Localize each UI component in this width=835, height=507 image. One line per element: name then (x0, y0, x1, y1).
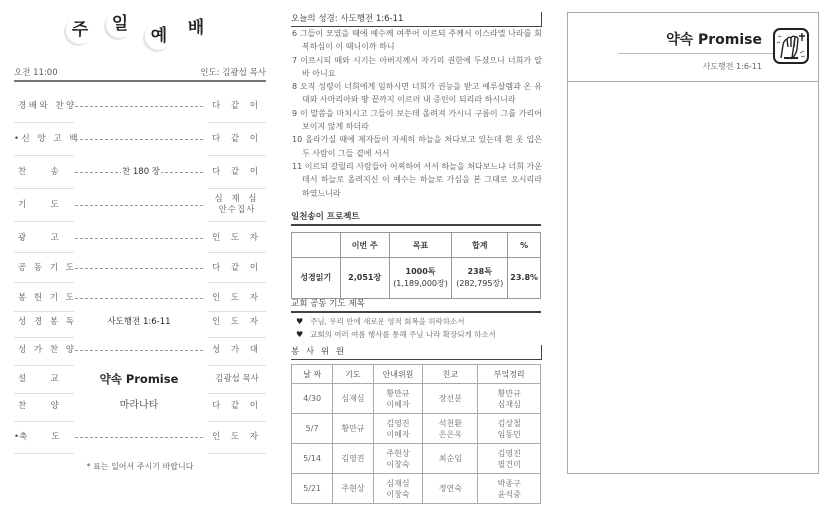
kitchen-name: 윤석중 (497, 489, 521, 499)
kitchen-name: 황만규 (497, 388, 521, 398)
table-header: 안내위원 (373, 365, 423, 384)
table-header: 합계 (452, 233, 508, 258)
prayer-leader-name: 심 재 심 (214, 194, 260, 204)
prayer-item (296, 316, 465, 327)
scripture-verses (292, 27, 542, 200)
prayer-text: 주님, 우리 안에 새로운 영적 회복을 허락하소서 (310, 317, 465, 326)
table-header: % (508, 233, 541, 258)
this-week-value: 2,051장 (340, 258, 389, 299)
table-header-row (292, 365, 541, 384)
table-header: 친교 (423, 365, 478, 384)
order-who: 다 같 이 (211, 401, 263, 411)
date-cell: 5/7 (292, 414, 333, 444)
order-who: 성 가 대 (211, 345, 263, 355)
divider (14, 453, 74, 454)
order-label: 성 경 봉 독 (18, 317, 77, 327)
table-header: 이번 주 (340, 233, 389, 258)
table-header: 부엌정리 (478, 365, 541, 384)
heart-icon: ♥ (296, 330, 304, 339)
usher-name: 황만규 (386, 388, 410, 398)
servants-table (291, 364, 541, 504)
order-label: •신 앙 고 백 (14, 134, 80, 144)
prayer-text: 교회의 여러 여름 행사를 통해 주님 나라 확장되게 하소서 (310, 330, 496, 339)
order-label: 광 고 (18, 233, 59, 243)
order-row (14, 390, 266, 422)
leader-dash (75, 298, 203, 299)
usher-cell (373, 474, 423, 504)
verse: 9 이 말씀을 마치시고 그들이 보는데 올려져 가시니 구름이 그를 가리어 보이지 않게 하더라 (292, 108, 542, 132)
prayer-cell: 김영진 (333, 444, 373, 474)
leader-dash (75, 268, 203, 269)
leader-dash (75, 205, 203, 206)
table-row (292, 414, 541, 444)
row-label: 성경읽기 (292, 258, 341, 299)
scripture-reference: 사도행전 1:6-11 (107, 317, 171, 327)
heart-icon: ♥ (296, 317, 304, 326)
total-primary: 238독 (467, 267, 492, 276)
date-cell: 4/30 (292, 384, 333, 414)
date-cell: 5/21 (292, 474, 333, 504)
kitchen-cell (478, 414, 541, 444)
praying-hands-icon (772, 27, 810, 65)
leader-dash (75, 350, 203, 351)
kitchen-cell (478, 444, 541, 474)
prayer-heading: 교회 공동 기도 제목 (291, 297, 541, 313)
project-table (291, 232, 541, 299)
order-label: 공 동 기 도 (18, 263, 77, 273)
order-label: 기 도 (18, 200, 59, 210)
order-label: 성 가 찬 양 (18, 345, 77, 355)
leader-dash (75, 106, 203, 107)
order-who: 다 같 이 (211, 101, 263, 111)
kitchen-cell (478, 474, 541, 504)
order-row (14, 189, 266, 221)
table-row (292, 474, 541, 504)
title-char: 배 (187, 18, 205, 38)
verse: 6 그들이 모였을 때에 예수께 여쭈어 이르되 주께서 이스라엘 나라를 회복하심이 이 때니이까 하니 (292, 29, 542, 52)
total-value (452, 258, 508, 299)
prayer-cell: 황만규 (333, 414, 373, 444)
usher-cell (373, 414, 423, 444)
table-row (292, 258, 541, 299)
kitchen-name: 박종구 (497, 478, 521, 488)
order-label: 경배와 찬양 (18, 101, 77, 111)
title-char: 주 (66, 16, 94, 44)
kitchen-cell (478, 384, 541, 414)
order-row (14, 90, 266, 122)
table-header: 목표 (389, 233, 451, 258)
divider (208, 453, 266, 454)
usher-name: 이창숙 (386, 459, 410, 469)
goal-secondary: (1,189,000장) (393, 279, 448, 288)
service-leader: 인도: 김광섭 목사 (200, 68, 266, 78)
order-who: 다 같 이 (211, 167, 263, 177)
table-header (292, 233, 341, 258)
fellowship-cell: 장선분 (423, 384, 478, 414)
order-who: 김광섭 목사 (215, 374, 259, 384)
order-label: •축 도 (14, 432, 60, 442)
kitchen-name: 김영진 (497, 448, 521, 458)
sermon-title: 약속 Promise (99, 372, 179, 386)
sermon-panel (567, 12, 819, 474)
verse: 10 올라가실 때에 제자들이 자세히 하늘을 쳐다보고 있는데 흰 옷 입은 두 사람이 그들 곁에 서서 (292, 135, 542, 158)
prayer-item (296, 329, 496, 340)
verse: 8 오직 성령이 너희에게 임하시면 너희가 권능을 받고 예루살렘과 온 유대와 사마리아와 땅 끝까지 이르러 내 증인이 되리라 하시니라 (292, 82, 542, 105)
scripture-heading: 오늘의 성경: 사도행전 1:6-11 (291, 12, 542, 27)
usher-name: 이창숙 (386, 489, 410, 499)
usher-name: 김영진 (386, 418, 410, 428)
goal-value (389, 258, 451, 299)
project-heading: 일천송이 프로젝트 (291, 210, 541, 226)
usher-name: 주현상 (386, 448, 410, 458)
divider (14, 80, 266, 82)
kitchen-name: 심재심 (497, 399, 521, 409)
order-row (14, 222, 266, 254)
prayer-cell: 심재심 (333, 384, 373, 414)
order-label: 봉 헌 기 도 (18, 293, 77, 303)
percent-value: 23.8% (508, 258, 541, 299)
order-who: 인 도 자 (211, 317, 263, 327)
kitchen-name: 필건미 (497, 459, 521, 469)
usher-cell (373, 384, 423, 414)
order-who (208, 189, 266, 221)
fellowship-name: 은은옥 (438, 429, 462, 439)
prayer-leader-title: 안수집사 (218, 205, 256, 215)
order-row (14, 123, 266, 155)
verse: 7 이르시되 때와 시기는 아버지께서 자기의 권한에 두셨으니 너희가 알 바 아니요 (292, 55, 542, 78)
service-time: 오전 11:00 (14, 68, 58, 78)
fellowship-cell: 최순임 (423, 444, 478, 474)
sermon-panel-title: 약속 Promise (666, 32, 762, 48)
date-cell: 5/14 (292, 444, 333, 474)
hymn-number: 찬 180 장 (121, 156, 161, 188)
table-row (292, 384, 541, 414)
order-who: 인 도 자 (211, 432, 263, 442)
table-header-row (292, 233, 541, 258)
fellowship-name: 석천환 (438, 418, 462, 428)
table-row (292, 444, 541, 474)
leader-dash (75, 437, 203, 438)
order-row (14, 252, 266, 284)
fellowship-cell: 정연숙 (423, 474, 478, 504)
usher-name: 심재심 (386, 478, 410, 488)
order-label: 찬 송 (18, 167, 59, 177)
hymn-title: 마라나타 (119, 400, 159, 411)
title-char: 예 (145, 22, 173, 50)
order-who: 다 같 이 (211, 263, 263, 273)
table-header: 기도 (333, 365, 373, 384)
verse: 11 이르되 갈릴리 사람들아 어찌하여 서서 하늘을 쳐다보느냐 너희 가운데서 하늘로 올려지신 이 예수는 하늘로 가심을 본 그대로 오시리라 하였느니라 (292, 161, 542, 198)
usher-name: 이혜자 (386, 399, 410, 409)
order-row (14, 334, 266, 366)
fellowship-cell (423, 414, 478, 444)
kitchen-name: 김상철 (497, 418, 521, 428)
order-label: 설 교 (18, 374, 59, 384)
servants-heading: 봉 사 위 원 (291, 345, 542, 360)
title-char: 일 (106, 10, 134, 38)
divider (618, 53, 778, 54)
order-row (14, 156, 266, 188)
kitchen-name: 임동민 (497, 429, 521, 439)
divider (568, 81, 818, 82)
order-label: 찬 양 (18, 401, 59, 411)
table-header: 날 짜 (292, 365, 333, 384)
usher-name: 이혜자 (386, 429, 410, 439)
order-who: 인 도 자 (211, 233, 263, 243)
order-who: 다 같 이 (211, 134, 263, 144)
service-info (14, 66, 266, 78)
usher-cell (373, 444, 423, 474)
goal-primary: 1000독 (405, 267, 436, 276)
order-row (14, 421, 266, 453)
prayer-cell: 주현상 (333, 474, 373, 504)
standing-note: * 표는 일어서 주시기 바랍니다 (86, 462, 194, 471)
sermon-reference: 사도행전 1:6-11 (702, 62, 762, 71)
order-who: 인 도 자 (211, 293, 263, 303)
total-secondary: (282,795장) (456, 279, 504, 288)
leader-dash (75, 139, 203, 140)
leader-dash (75, 238, 203, 239)
